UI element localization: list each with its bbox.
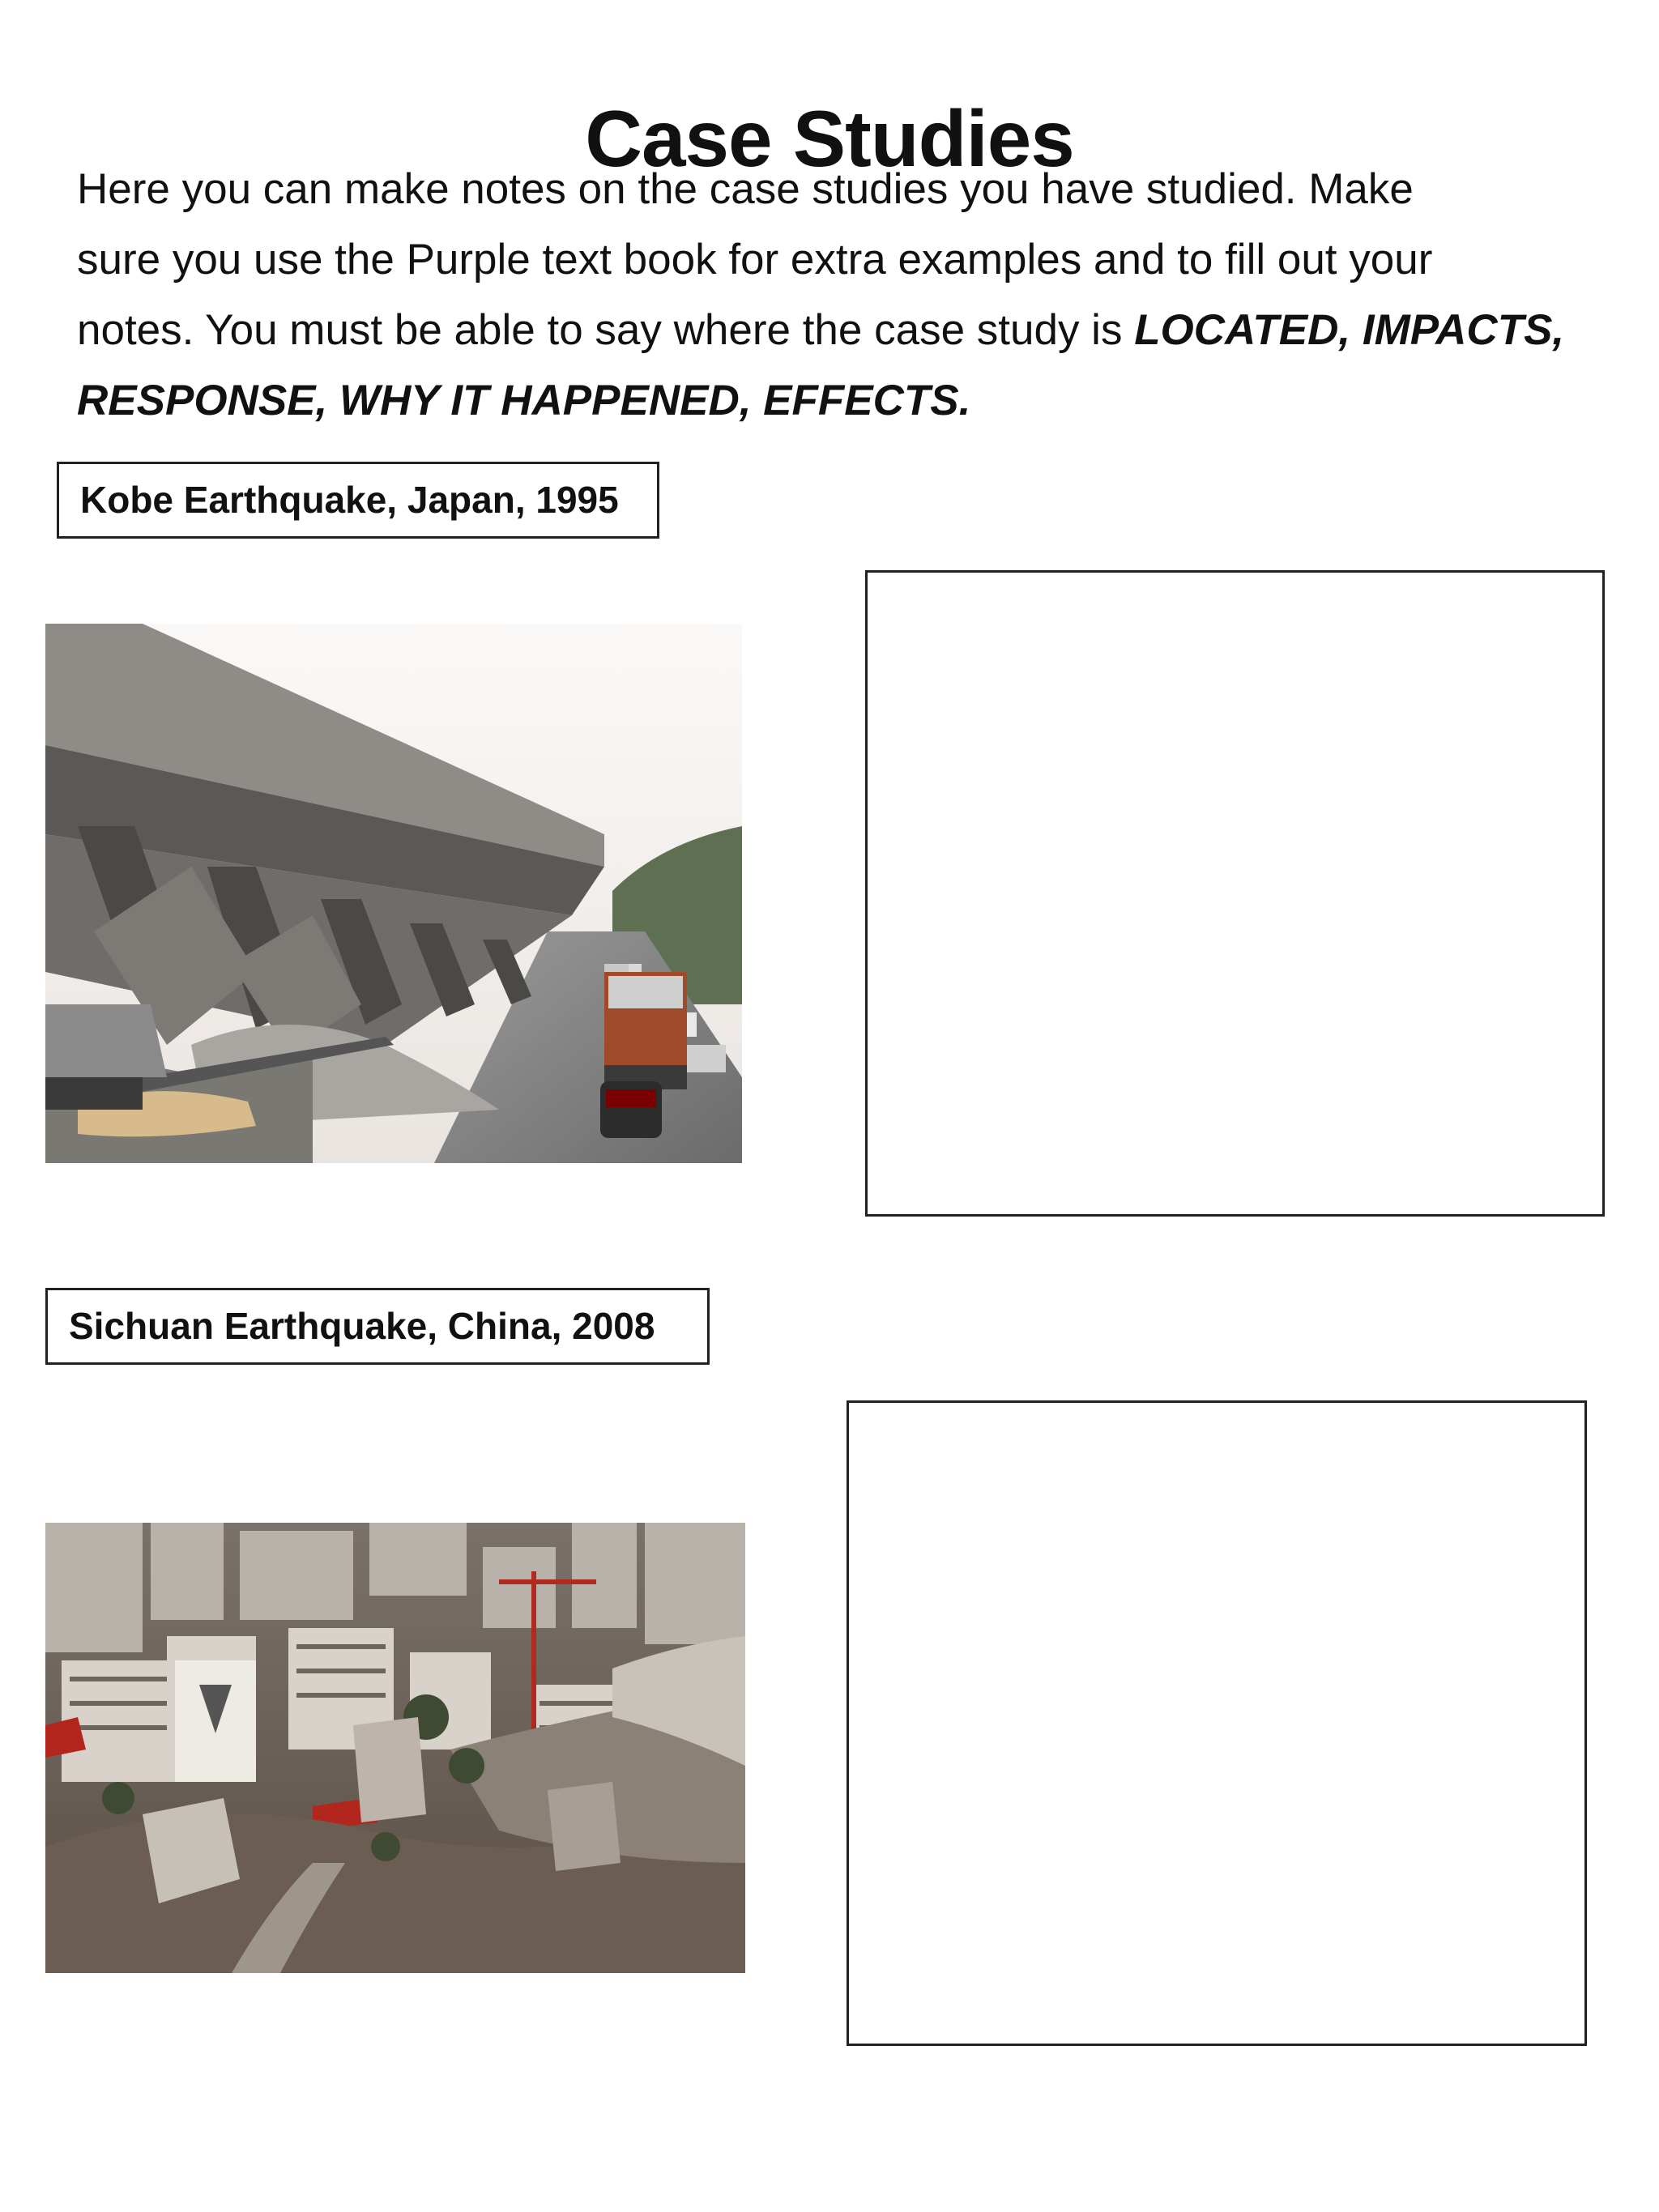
sichuan-photo [45, 1523, 745, 1973]
intro-emphasis-2: RESPONSE, WHY IT HAPPENED, EFFECTS. [77, 377, 971, 424]
intro-emphasis-1: LOCATED, IMPACTS, [1134, 306, 1565, 354]
notes-box-sichuan[interactable] [847, 1400, 1587, 2046]
page-title: Case Studies [585, 93, 1074, 183]
destroyed-town-photo [45, 1523, 745, 1973]
collapsed-highway-photo [45, 624, 742, 1163]
intro-line-2: sure you use the Purple text book for extra examples and to fill out your [77, 236, 1433, 283]
case-study-label-kobe: Kobe Earthquake, Japan, 1995 [57, 462, 659, 539]
intro-line-3: notes. You must be able to say where the case study is [77, 306, 1135, 354]
intro-line-1: Here you can make notes on the case studies you have studied. Make [77, 165, 1414, 213]
kobe-photo [45, 624, 742, 1163]
case-study-label-sichuan: Sichuan Earthquake, China, 2008 [45, 1288, 710, 1365]
instructions-paragraph [77, 154, 1616, 436]
notes-box-kobe[interactable] [865, 570, 1605, 1217]
